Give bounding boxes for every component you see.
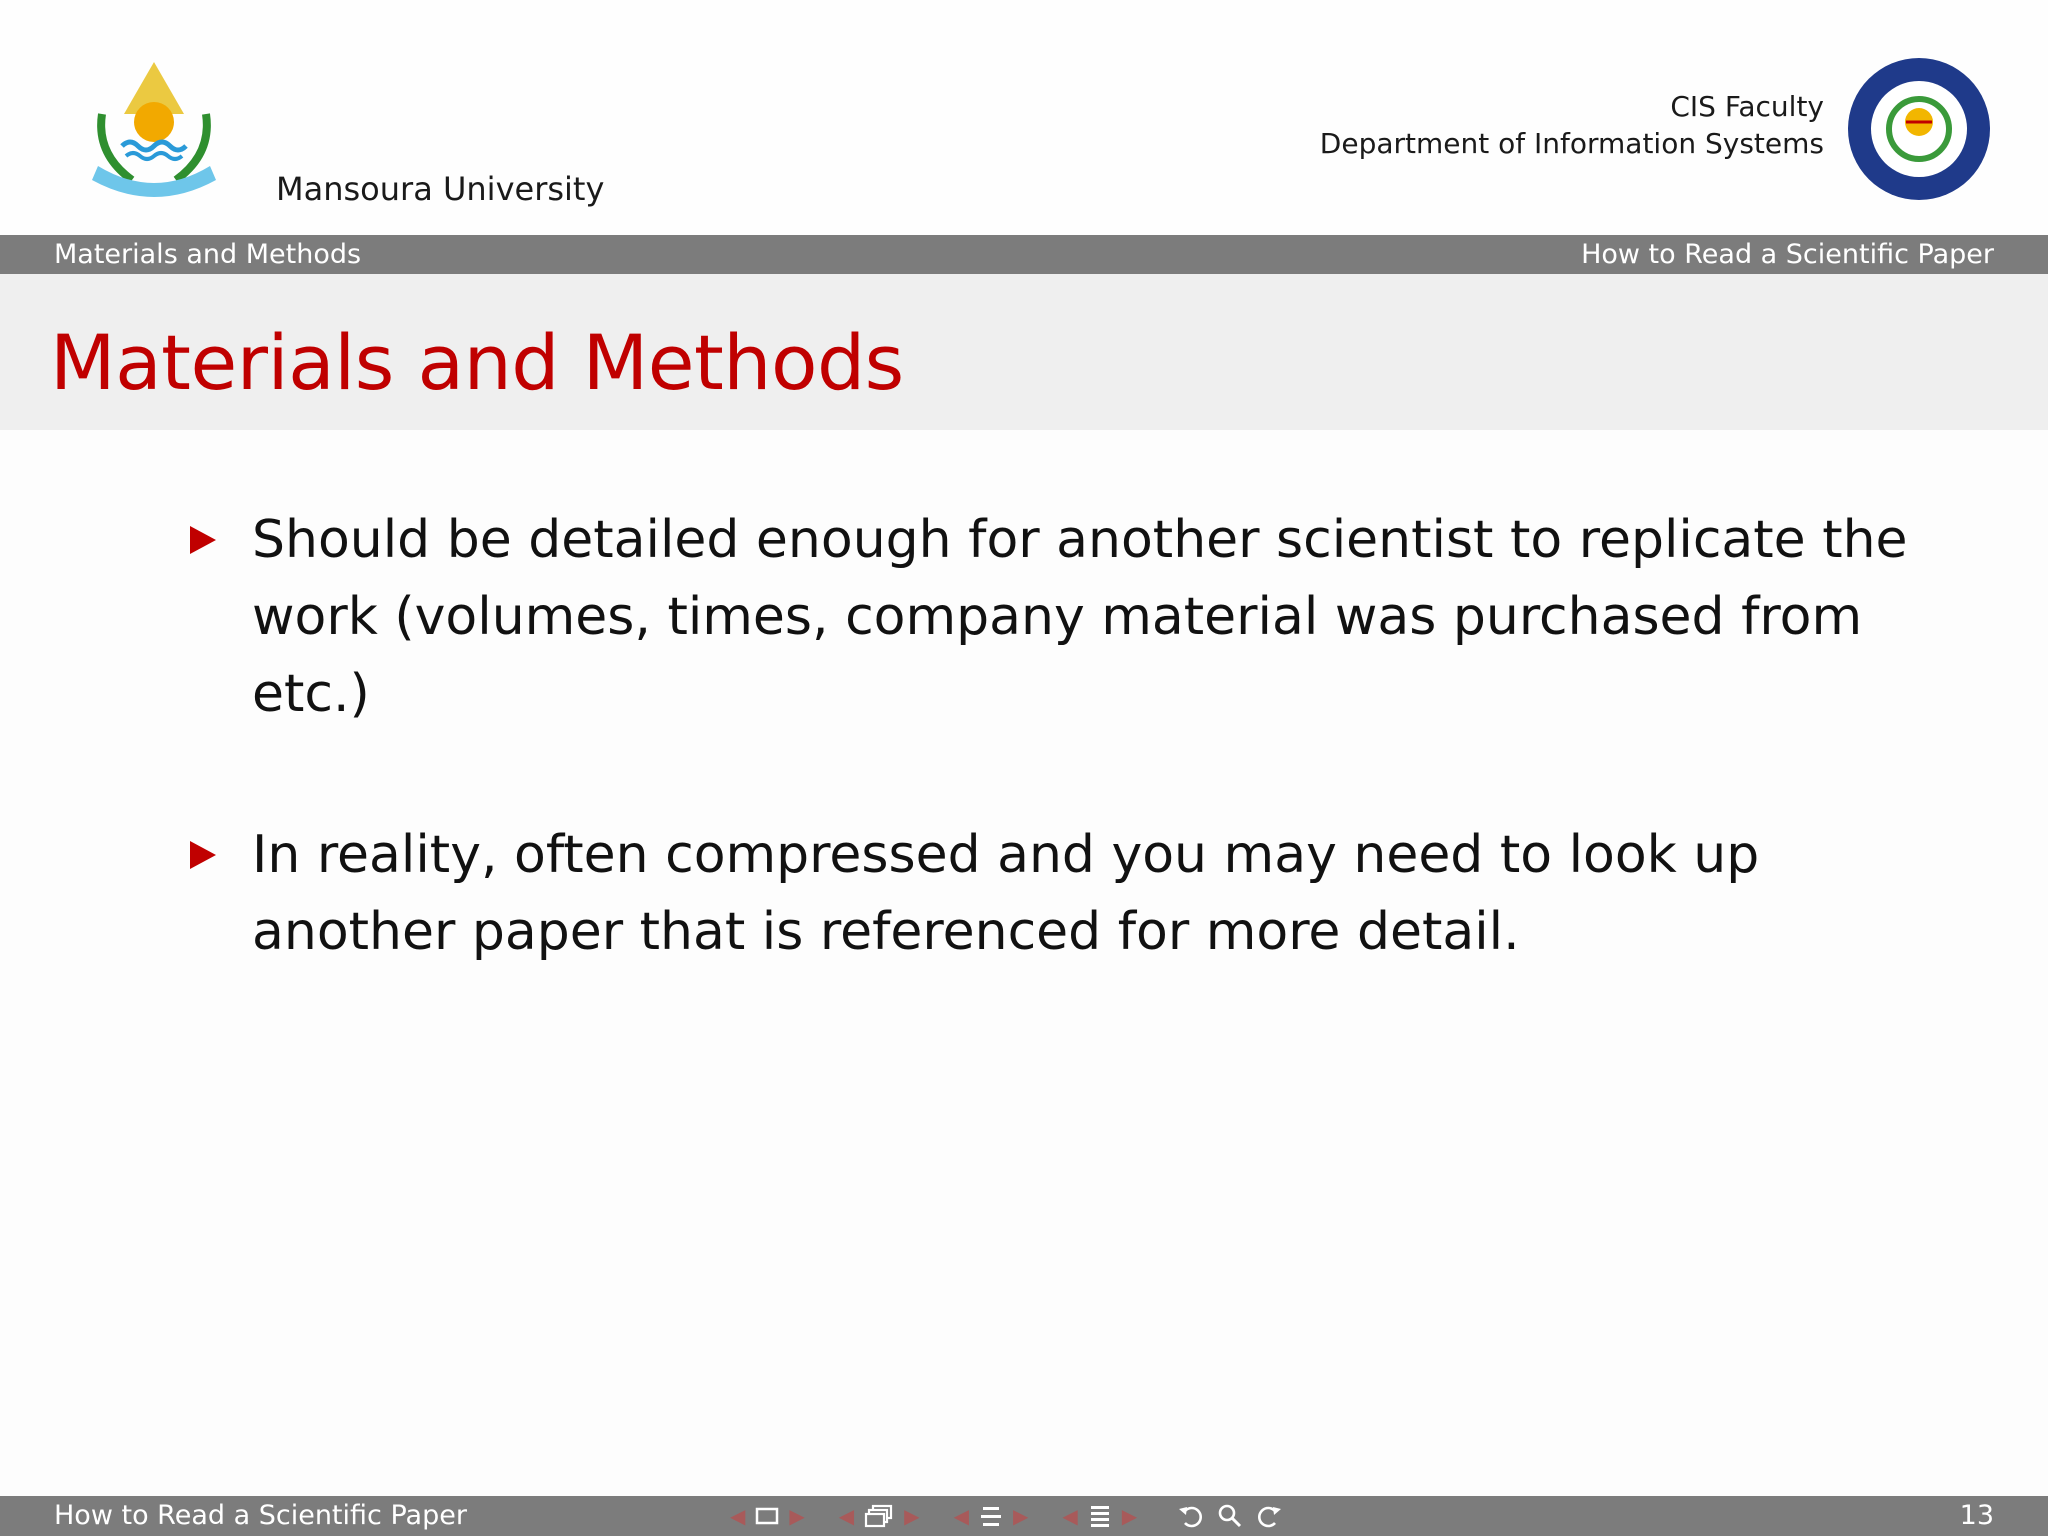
next-section-icon[interactable]: ▶: [1121, 1504, 1138, 1528]
slide-footer: [0, 1496, 2048, 1536]
subsection-nav-icon[interactable]: [979, 1504, 1003, 1528]
bullet-triangle-icon: [190, 526, 216, 554]
next-slide-icon[interactable]: ▶: [789, 1504, 805, 1528]
section-nav-icon[interactable]: [1088, 1504, 1112, 1528]
bullet-item: [190, 817, 1910, 971]
next-frame-icon[interactable]: ▶: [904, 1504, 920, 1528]
university-name: Mansoura University: [276, 170, 605, 208]
footer-presentation-title: How to Read a Scientific Paper: [54, 1500, 467, 1531]
prev-section-icon[interactable]: ◀: [1062, 1504, 1078, 1528]
bullet-triangle-icon: [190, 841, 216, 869]
slide-content: [190, 502, 1910, 1055]
prev-frame-icon[interactable]: ◀: [838, 1504, 855, 1528]
page-number: 13: [1959, 1500, 1994, 1531]
section-link[interactable]: Materials and Methods: [54, 239, 362, 270]
bullet-item: [190, 502, 1910, 733]
back-icon[interactable]: [1177, 1503, 1207, 1529]
presentation-title-link[interactable]: How to Read a Scientific Paper: [1581, 239, 1994, 270]
top-navigation-bar: [0, 235, 2048, 274]
frame-nav-icon[interactable]: [864, 1504, 894, 1528]
frame-title-bar: [0, 274, 2048, 430]
slide-header: [0, 0, 2048, 235]
prev-slide-icon[interactable]: ◀: [730, 1504, 746, 1528]
search-icon[interactable]: [1217, 1503, 1243, 1529]
prev-subsection-icon[interactable]: ◀: [953, 1504, 969, 1528]
slide-title: Materials and Methods: [50, 318, 904, 407]
cis-faculty-logo: [1846, 56, 1992, 202]
mansoura-university-logo: [84, 54, 224, 204]
bullet-text: In reality, often compressed and you may need to look up another paper that is referenced for more detail.: [252, 825, 1760, 962]
faculty-name: CIS Faculty: [1670, 90, 1824, 123]
forward-icon[interactable]: [1253, 1503, 1283, 1529]
beamer-navigation: [730, 1502, 1283, 1530]
next-subsection-icon[interactable]: ▶: [1012, 1504, 1029, 1528]
department-name: Department of Information Systems: [1319, 127, 1824, 160]
slide-nav-icon[interactable]: [755, 1506, 779, 1526]
faculty-info: [1320, 88, 1824, 162]
bullet-text: Should be detailed enough for another scientist to replicate the work (volumes, times, company material was purchased from etc.): [252, 510, 1908, 724]
